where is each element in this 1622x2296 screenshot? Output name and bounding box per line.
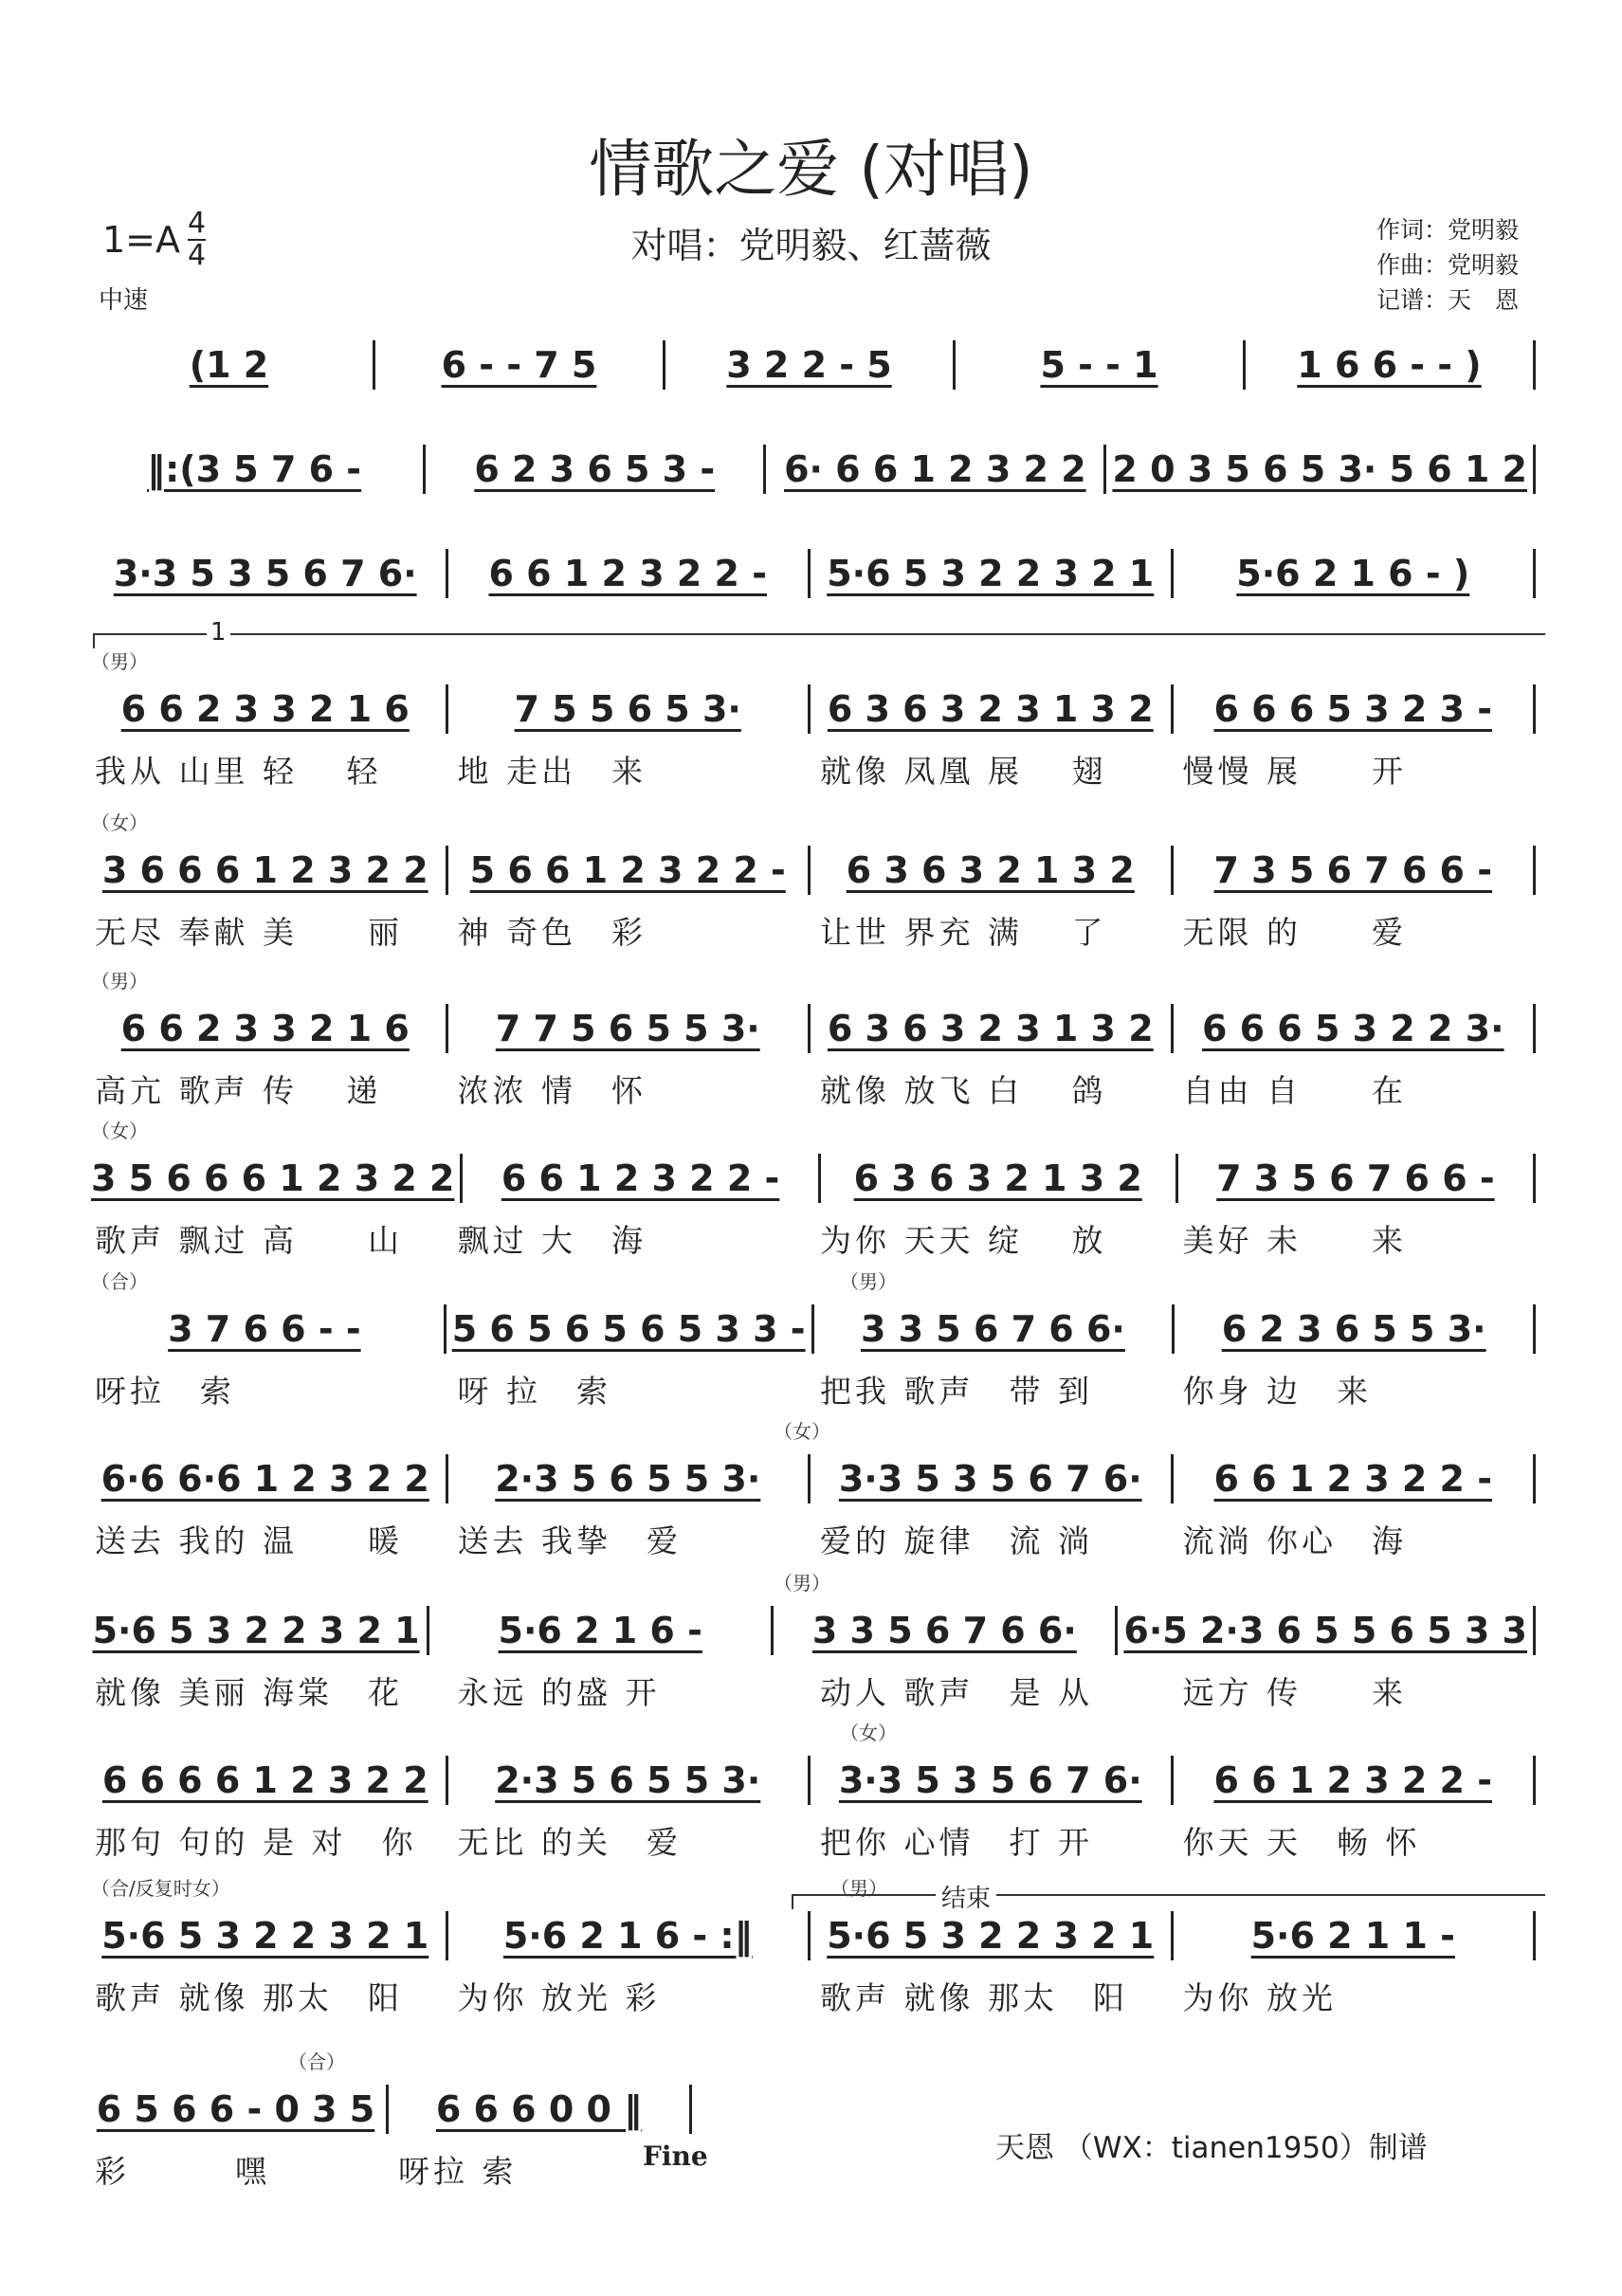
lyric-line — [91, 1818, 1541, 1863]
measure-notes: 6 3 6 3 2 1 3 2 — [846, 849, 1135, 891]
lyric-measure: 慢慢 展 开 — [1182, 753, 1407, 790]
tempo-marking: 中速 — [99, 286, 149, 315]
lyric-measure: 高亢 歌声 传 递 — [95, 1072, 382, 1109]
lyric-measure: 彩 嘿 — [95, 2153, 270, 2190]
lyric-line — [91, 1974, 1541, 2018]
notation-line — [91, 2081, 698, 2138]
measure-notes: 5 6 5 6 5 6 5 3 3 - — [451, 1308, 806, 1350]
lyric-measure: 为你 放光 彩 — [457, 1979, 661, 2016]
barline — [1533, 1756, 1536, 1805]
voice-tag: （女） — [91, 1120, 148, 1142]
measure-notes: 6 2 3 6 5 5 3· — [1221, 1308, 1486, 1350]
measure — [1179, 1458, 1528, 1500]
measure — [394, 2088, 683, 2130]
barline — [808, 1911, 811, 1960]
measure — [1179, 1759, 1528, 1801]
time-signature — [188, 209, 206, 271]
measure-notes: 1 6 6 - - ) — [1297, 344, 1482, 386]
measure-notes: 7 7 5 6 5 5 3· — [495, 1008, 760, 1049]
measure — [91, 1458, 440, 1500]
measure — [816, 688, 1165, 730]
barline — [1533, 1154, 1536, 1203]
voice-tag: （男） — [830, 1877, 887, 1900]
lyric-measure: 永远 的盛 开 — [457, 1674, 661, 1711]
voice-tag: （男） — [91, 650, 148, 673]
ending-label: 结束 — [936, 1879, 996, 1914]
measure-notes: 6 3 6 3 2 3 1 3 2 — [827, 1008, 1154, 1049]
measure — [816, 849, 1165, 891]
measure-notes: 7 5 5 6 5 3· — [514, 688, 741, 730]
measure — [454, 553, 803, 594]
notation-line — [91, 1150, 1541, 1207]
lyric-measure: 把你 心情 打 开 — [820, 1824, 1093, 1861]
measure-notes: 2·3 5 6 5 5 3· — [495, 1458, 761, 1500]
measure-notes: 3 3 5 6 7 6 6· — [811, 1610, 1077, 1651]
barline — [808, 846, 811, 895]
measure-notes: 6·6 6·6 1 2 3 2 2 — [100, 1458, 429, 1500]
barline — [446, 1004, 448, 1053]
measure — [1179, 1008, 1528, 1049]
measure-notes: 6 6 6 6 1 2 3 2 2 — [101, 1759, 428, 1801]
lyric-measure: 我从 山里 轻 轻 — [95, 753, 382, 790]
barline — [771, 1606, 774, 1655]
measure — [816, 553, 1165, 594]
barline — [427, 1606, 429, 1655]
lyric-measure: 你身 边 来 — [1182, 1373, 1372, 1410]
measure-notes: 6 6 2 3 3 2 1 6 — [120, 1008, 410, 1049]
barline — [808, 1454, 811, 1503]
lyric-line — [91, 1367, 1541, 1412]
measure-notes: 6 6 1 2 3 2 2 - — [488, 553, 767, 594]
barline — [1243, 340, 1246, 390]
time-top: 4 — [188, 207, 207, 240]
lyric-measure: 呀拉 索 — [95, 1373, 235, 1410]
barline — [446, 1911, 448, 1960]
measure — [454, 688, 803, 730]
lyric-measure: 歌声 就像 那太 阳 — [820, 1979, 1128, 2016]
measure — [91, 2088, 380, 2130]
barline — [444, 1304, 447, 1354]
measure-notes: 5·6 5 3 2 2 3 2 1 — [92, 1610, 420, 1651]
measure-notes: 6 6 6 5 3 2 3 - — [1213, 688, 1492, 730]
measure — [91, 849, 440, 891]
barline — [818, 1154, 821, 1203]
measure-notes: 3 7 6 6 - - — [168, 1308, 361, 1350]
lyric-measure: 呀拉 索 — [398, 2153, 518, 2190]
measure-notes: 3·3 5 3 5 6 7 6· — [113, 553, 417, 594]
measure — [827, 1157, 1170, 1199]
notation-line — [91, 1907, 1541, 1964]
measure — [381, 344, 657, 386]
measure-notes: 6 - - 7 5 — [441, 344, 597, 386]
barline — [808, 549, 811, 598]
voice-tag: （合） — [91, 1270, 148, 1293]
measure-notes: 6 5 6 6 - 0 3 5 — [96, 2088, 375, 2130]
measure — [454, 1759, 803, 1801]
lyric-measure: 就像 美丽 海棠 花 — [95, 1674, 403, 1711]
lyric-line — [91, 1517, 1541, 1561]
measure — [772, 448, 1098, 490]
measure-notes: 3·3 5 3 5 6 7 6· — [838, 1759, 1142, 1801]
barline — [446, 549, 448, 598]
lyric-measure: 自由 自 在 — [1182, 1072, 1407, 1109]
lyric-measure: 就像 凤凰 展 翅 — [820, 753, 1107, 790]
measure — [1179, 553, 1528, 594]
measure — [91, 1008, 440, 1049]
lyric-measure: 爱的 旋律 流 淌 — [820, 1522, 1093, 1559]
measure-notes: 5·6 5 3 2 2 3 2 1 — [101, 1915, 429, 1957]
lyric-measure: 流淌 你心 海 — [1182, 1522, 1407, 1559]
measure — [454, 1915, 803, 1957]
measure-notes: 6 6 1 2 3 2 2 - — [1213, 1759, 1492, 1801]
measure-notes: 5·6 2 1 6 - ) — [1236, 553, 1470, 594]
barline — [1533, 846, 1536, 895]
measure-notes: 5·6 5 3 2 2 3 2 1 — [827, 1915, 1155, 1957]
credits — [1376, 212, 1519, 318]
lyric-measure: 送去 我挚 爱 — [457, 1522, 682, 1559]
barline — [763, 445, 766, 494]
footer-credit: 天恩 （WX：tianen1950）制谱 — [995, 2131, 1428, 2165]
lyric-measure: 歌声 就像 那太 阳 — [95, 1979, 403, 2016]
measure — [91, 448, 417, 490]
measure — [431, 448, 757, 490]
lyric-line — [91, 1066, 1541, 1111]
barline — [1171, 846, 1174, 895]
measure — [671, 344, 947, 386]
measure — [1123, 1610, 1527, 1651]
measure — [435, 1610, 765, 1651]
lyric-measure: 地 走出 来 — [457, 753, 647, 790]
notation-line — [91, 1602, 1541, 1659]
lyric-measure: 就像 放飞 白 鸽 — [820, 1072, 1107, 1109]
lyric-measure: 无尽 奉献 美 丽 — [95, 914, 403, 951]
barline — [1533, 340, 1536, 390]
measure-notes: 7 3 5 6 7 6 6 - — [1213, 849, 1492, 891]
barline — [423, 445, 426, 494]
volta-bracket-1 — [93, 618, 1545, 648]
measure — [816, 1458, 1165, 1500]
measure — [1179, 1915, 1528, 1957]
barline — [1171, 1911, 1174, 1960]
measure-notes: 3 5 6 6 6 1 2 3 2 2 — [91, 1157, 455, 1199]
barline — [1533, 684, 1536, 734]
lyric-measure: 无限 的 爱 — [1182, 914, 1407, 951]
voice-tag: （女） — [91, 811, 148, 834]
measure-notes: 6 6 1 2 3 2 2 - — [501, 1157, 780, 1199]
measure-notes: 5 6 6 1 2 3 2 2 - — [469, 849, 786, 891]
notation-line — [91, 545, 1541, 602]
measure — [91, 1759, 440, 1801]
barline — [1533, 1304, 1536, 1354]
barline — [446, 1756, 448, 1805]
measure-notes: 6· 6 6 1 2 3 2 2 — [784, 448, 1086, 490]
key-label: 1=A — [102, 219, 181, 261]
lyric-measure: 无比 的关 爱 — [457, 1824, 682, 1861]
lyric-measure: 你天 天 畅 怀 — [1182, 1824, 1421, 1861]
notation-line — [91, 1450, 1541, 1507]
voice-tag: （男） — [774, 1572, 830, 1594]
barline — [1171, 1004, 1174, 1053]
barline — [460, 1154, 463, 1203]
lyric-measure: 神 奇色 彩 — [457, 914, 647, 951]
measure — [1179, 849, 1528, 891]
measure-notes: 6 6 2 3 3 2 1 6 — [120, 688, 410, 730]
measure-notes: 6·5 2·3 6 5 5 6 5 3 3 — [1123, 1610, 1527, 1651]
measure — [454, 849, 803, 891]
notation-line — [91, 1301, 1541, 1358]
barline — [1533, 1911, 1536, 1960]
barline — [1533, 1454, 1536, 1503]
barline — [373, 340, 375, 390]
measure — [468, 1157, 811, 1199]
barline — [1533, 445, 1536, 494]
barline — [1533, 1004, 1536, 1053]
measure-notes: 3 3 5 6 7 6 6· — [860, 1308, 1125, 1350]
measure — [452, 1308, 806, 1350]
song-title: 情歌之爱 (对唱) — [589, 133, 1033, 206]
barline — [1171, 684, 1174, 734]
measure — [91, 688, 440, 730]
notation-line — [91, 441, 1541, 498]
measure-notes: 5 - - 1 — [1040, 344, 1158, 386]
measure — [91, 1157, 454, 1199]
barline — [811, 1304, 814, 1354]
measure-notes: 6 6 6 5 3 2 2 3· — [1201, 1008, 1504, 1049]
lyric-measure: 远方 传 来 — [1182, 1674, 1407, 1711]
measure — [91, 1308, 438, 1350]
volta-number: 1 — [207, 618, 230, 647]
measure-notes: 6 3 6 3 2 3 1 3 2 — [827, 688, 1154, 730]
barline — [1171, 549, 1174, 598]
measure — [454, 1008, 803, 1049]
key-signature — [102, 209, 206, 271]
measure — [820, 1308, 1167, 1350]
notation-line — [91, 842, 1541, 899]
lyric-line — [91, 2147, 698, 2192]
measure-notes: (1 2 — [189, 344, 269, 386]
notation-line — [91, 681, 1541, 738]
lyric-line — [91, 1216, 1541, 1261]
measure-notes: 3·3 5 3 5 6 7 6· — [838, 1458, 1142, 1500]
notation-line — [91, 1000, 1541, 1057]
composer-credit: 作曲：党明毅 — [1376, 251, 1520, 279]
barline — [446, 1454, 448, 1503]
notation-line — [91, 1752, 1541, 1809]
measure — [1184, 1157, 1527, 1199]
barline — [1103, 445, 1106, 494]
lyric-measure: 让世 界充 满 了 — [820, 914, 1107, 951]
barline — [446, 846, 448, 895]
barline — [953, 340, 956, 390]
voice-tag: （合） — [288, 2050, 345, 2073]
voice-tag: （男） — [91, 970, 148, 993]
barline — [1115, 1606, 1118, 1655]
measure-notes: 5·6 2 1 1 - — [1250, 1915, 1455, 1957]
measure-notes: 6 6 1 2 3 2 2 - — [1213, 1458, 1492, 1500]
barline — [446, 684, 448, 734]
barline — [808, 1756, 811, 1805]
song-subtitle: 对唱：党明毅、红蔷薇 — [630, 225, 992, 266]
measure — [1179, 688, 1528, 730]
measure — [1180, 1308, 1527, 1350]
lyric-measure: 美好 未 来 — [1182, 1222, 1407, 1259]
measure-notes: ‖:(3 5 7 6 - — [147, 448, 362, 490]
barline — [1533, 549, 1536, 598]
measure-notes: 2·3 5 6 5 5 3· — [495, 1759, 761, 1801]
lyric-line — [91, 908, 1541, 953]
barline — [1175, 1154, 1178, 1203]
measure-notes: 6 2 3 6 5 3 - — [474, 448, 716, 490]
measure-notes: 6 6 6 0 0 ‖ — [435, 2088, 643, 2130]
measure-notes: 5·6 5 3 2 2 3 2 1 — [827, 553, 1155, 594]
barline — [808, 684, 811, 734]
measure-notes: 7 3 5 6 7 6 6 - — [1216, 1157, 1495, 1199]
barline — [1172, 1304, 1175, 1354]
lyric-line — [91, 747, 1541, 792]
measure — [91, 344, 367, 386]
measure-notes: 5·6 2 1 6 - — [498, 1610, 702, 1651]
lyric-measure: 把我 歌声 带 到 — [820, 1373, 1093, 1410]
measure — [816, 1915, 1165, 1957]
measure — [816, 1008, 1165, 1049]
lyric-measure: 歌声 飘过 高 山 — [95, 1222, 403, 1259]
measure-notes: 2 0 3 5 6 5 3· 5 6 1 2 — [1112, 448, 1527, 490]
measure-notes: 3 2 2 - 5 — [726, 344, 892, 386]
notation-line — [91, 337, 1541, 393]
voice-tag: （女） — [840, 1722, 897, 1744]
barline — [1533, 1606, 1536, 1655]
barline — [808, 1004, 811, 1053]
transcriber-credit: 记谱：天 恩 — [1376, 286, 1520, 314]
voice-tag: （合/反复时女） — [91, 1877, 230, 1900]
measure — [1112, 448, 1527, 490]
measure — [91, 553, 440, 594]
fine-marking: Fine — [643, 2141, 708, 2172]
lyric-line — [91, 1668, 1541, 1713]
lyric-measure: 送去 我的 温 暖 — [95, 1522, 403, 1559]
lyric-measure: 动人 歌声 是 从 — [820, 1674, 1093, 1711]
measure-notes: 6 3 6 3 2 1 3 2 — [853, 1157, 1142, 1199]
measure-notes: 5·6 2 1 6 - :‖ — [502, 1915, 753, 1957]
measure — [816, 1759, 1165, 1801]
lyric-measure: 浓浓 情 怀 — [457, 1072, 647, 1109]
time-bottom: 4 — [188, 239, 207, 272]
barline — [1171, 1756, 1174, 1805]
measure — [91, 1610, 421, 1651]
lyric-measure: 为你 放光 — [1182, 1979, 1337, 2016]
measure-notes: 3 6 6 6 1 2 3 2 2 — [101, 849, 428, 891]
voice-tag: （男） — [840, 1270, 897, 1293]
lyricist-credit: 作词：党明毅 — [1376, 216, 1520, 244]
lyric-measure: 那句 句的 是 对 你 — [95, 1824, 417, 1861]
lyric-measure: 呀 拉 索 — [457, 1373, 611, 1410]
ending-bracket — [792, 1885, 1545, 1913]
measure — [91, 1915, 440, 1957]
measure — [961, 344, 1237, 386]
measure — [779, 1610, 1109, 1651]
barline — [689, 2085, 692, 2134]
barline — [1171, 1454, 1174, 1503]
measure — [454, 1458, 803, 1500]
barline — [386, 2085, 389, 2134]
voice-tag: （女） — [774, 1420, 830, 1443]
measure — [1251, 344, 1527, 386]
lyric-measure: 为你 天天 绽 放 — [820, 1222, 1107, 1259]
lyric-measure: 飘过 大 海 — [457, 1222, 647, 1259]
barline — [663, 340, 665, 390]
